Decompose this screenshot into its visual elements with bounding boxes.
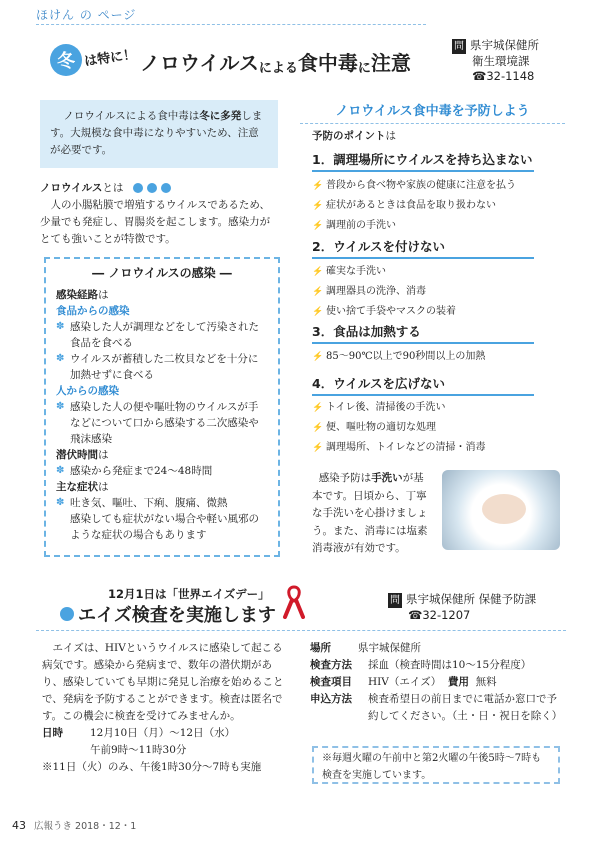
handwash-text — [312, 470, 430, 558]
section-label: ほけん の ページ — [36, 8, 137, 22]
intro-box — [40, 100, 278, 168]
issue-info: 広報うき 2018・12・1 — [34, 821, 137, 832]
fee-value: 無料 — [475, 676, 497, 688]
point-list — [312, 398, 486, 458]
apply-value: 検査希望日の前日までに電話か窓口で予約してください。（土・日・祝日を除く） — [368, 693, 563, 722]
aids-title-text: エイズ検査を実施します — [78, 605, 276, 626]
fee-label: 費用 — [447, 676, 469, 688]
page-number: 43 — [12, 819, 26, 832]
contact-dept: 衛生環境課 — [472, 54, 530, 68]
handwash-emphasis: 手洗い — [371, 472, 403, 484]
method-value: 採血（検査時間は10～15分程度） — [368, 659, 532, 671]
date-note: ※11日（火）のみ、午後1時30分～7時も実施 — [42, 761, 262, 773]
food-label: 食品からの感染 — [56, 305, 130, 317]
incubation-label: 潜伏時間 — [56, 449, 98, 461]
title-badge: 冬 — [50, 44, 82, 76]
list-item: ⚡ 使い捨て手袋やマスクの装着 — [312, 302, 456, 322]
inquiry-mark: 問 — [390, 595, 400, 606]
list-item: ⚡ 普段から食べ物や家族の健康に注意を払う — [312, 176, 516, 196]
item-value: HIV（エイズ） — [368, 676, 442, 688]
list-item: ⚡ 確実な手洗い — [312, 262, 456, 282]
method-label: 検査方法 — [310, 659, 352, 671]
title-bullet-icon — [60, 607, 74, 621]
aids-title — [60, 600, 276, 628]
page-title — [50, 40, 411, 76]
intro-emphasis: 冬に多発 — [199, 110, 242, 122]
title-part: 食中毒 — [297, 51, 358, 75]
date-label: 日時 — [42, 727, 63, 739]
list-item: ⚡ 調理場所、トイレなどの清掃・消毒 — [312, 438, 486, 458]
title-part: ノロウイルス — [140, 51, 259, 75]
list-item: ✽ ウイルスが蓄積した二枚貝などを十分に加熱せずに食べる — [56, 351, 268, 383]
contact-org: 県宇城保健所 — [470, 38, 539, 52]
point-list — [312, 176, 516, 236]
contact-tel: ☎32-1207 — [408, 608, 471, 622]
contact-tel: ☎32-1148 — [472, 69, 535, 83]
red-ribbon-icon — [282, 585, 306, 619]
contact-info — [452, 38, 539, 84]
lead-text: 予防のポイント — [312, 130, 386, 142]
title-small: は特に！ — [83, 47, 138, 70]
date-value: 12月10日（月）～12日（水） — [90, 727, 236, 739]
contact-org: 県宇城保健所 保健予防課 — [406, 592, 537, 606]
about-heading-suffix: とは — [102, 182, 124, 194]
lead-suffix: は — [385, 130, 396, 142]
dots-decoration — [133, 180, 175, 197]
list-item: ⚡ 85～90℃以上で90秒間以上の加熱 — [312, 347, 485, 367]
about-body: 人の小腸粘膜で増殖するウイルスであるため、少量でも発症し、胃腸炎を起こします。感染力がとても強いことが特徴です。 — [40, 199, 271, 245]
list-item: ⚡ 調理器具の洗浄、消毒 — [312, 282, 456, 302]
time-value: 午前9時～11時30分 — [90, 744, 187, 756]
list-item: ✽ 感染した人の便や嘔吐物のウイルスが手などについて口から感染する二次感染や飛沫感染 — [56, 399, 268, 447]
list-item: ⚡ 調理前の手洗い — [312, 216, 516, 236]
title-part: 注意 — [370, 51, 411, 75]
point-heading: 2．ウイルスを付けない — [312, 237, 534, 259]
title-part: に — [357, 61, 371, 76]
place-value: 県宇城保健所 — [358, 642, 421, 654]
prevention-lead — [312, 128, 396, 143]
inquiry-mark: 問 — [454, 41, 464, 52]
symptom-note: 感染しても症状がない場合や軽い風邪のような症状の場合もあります — [70, 513, 259, 541]
place-label: 場所 — [310, 642, 331, 654]
infection-title: ― ノロウイルスの感染 ― — [92, 266, 232, 280]
infection-box — [44, 257, 280, 557]
incubation-suffix: は — [98, 449, 109, 461]
list-item: ⚡ 便、嘔吐物の適切な処理 — [312, 418, 486, 438]
apply-label: 申込方法 — [310, 693, 352, 705]
point-list — [312, 262, 456, 322]
note-box: ※毎週火曜の午前中と第2火曜の午後5時～7時も検査を実施しています。 — [312, 746, 560, 784]
about-heading: ノロウイルス — [40, 182, 103, 194]
aids-subtitle: 12月1日は「世界エイズデー」 — [108, 587, 270, 601]
intro-text: ノロウイルスによる食中毒は — [63, 110, 200, 122]
list-item: ⚡ トイレ後、清掃後の手洗い — [312, 398, 486, 418]
title-part: による — [258, 61, 298, 76]
route-label: 感染経路 — [56, 289, 98, 301]
intro-text: します。大規模な食中毒になりやすいため、注意が必要です。 — [50, 110, 263, 156]
list-item: ⚡ 症状があるときは食品を取り扱わない — [312, 196, 516, 216]
symptom-label: 主な症状 — [56, 481, 98, 493]
point-list — [312, 347, 485, 367]
list-item: ✽ 感染から発症まで24～48時間 — [56, 463, 268, 479]
aids-body — [42, 640, 292, 776]
symptom-suffix: は — [98, 481, 109, 493]
aids-contact — [388, 592, 536, 623]
person-label: 人からの感染 — [56, 385, 119, 397]
prevention-title: ノロウイルス食中毒を予防しよう — [300, 100, 565, 124]
list-item: ✽ 感染した人が調理などをして汚染された食品を食べる — [56, 319, 268, 351]
point-heading: 4．ウイルスを広げない — [312, 374, 534, 396]
handwash-text-part: が基本です。日頃から、丁寧な手洗いを心掛けましょう。また、消毒には塩素消毒液が有効です。 — [312, 472, 428, 554]
route-suffix: は — [98, 289, 109, 301]
handwash-photo — [442, 470, 560, 550]
aids-description: エイズは、HIVというウイルスに感染して起こる病気です。感染から発病まで、数年の潜伏期があり、感染していても早期に発見し治療を始めることで、発病を予防することができます。検査は匿名です。この機会に検査を受けてみませんか。 — [42, 642, 284, 722]
handwash-text-part: 感染予防は — [318, 472, 372, 484]
point-heading: 1．調理場所にウイルスを持ち込まない — [312, 150, 534, 172]
footer — [12, 818, 136, 832]
item-label: 検査項目 — [310, 676, 352, 688]
list-item: ✽ 吐き気、嘔吐、下痢、腹痛、微熱 — [56, 495, 268, 511]
divider — [36, 24, 426, 25]
aids-details — [310, 640, 562, 725]
point-heading: 3．食品は加熱する — [312, 322, 534, 344]
divider — [36, 630, 566, 631]
about-section — [40, 180, 280, 248]
